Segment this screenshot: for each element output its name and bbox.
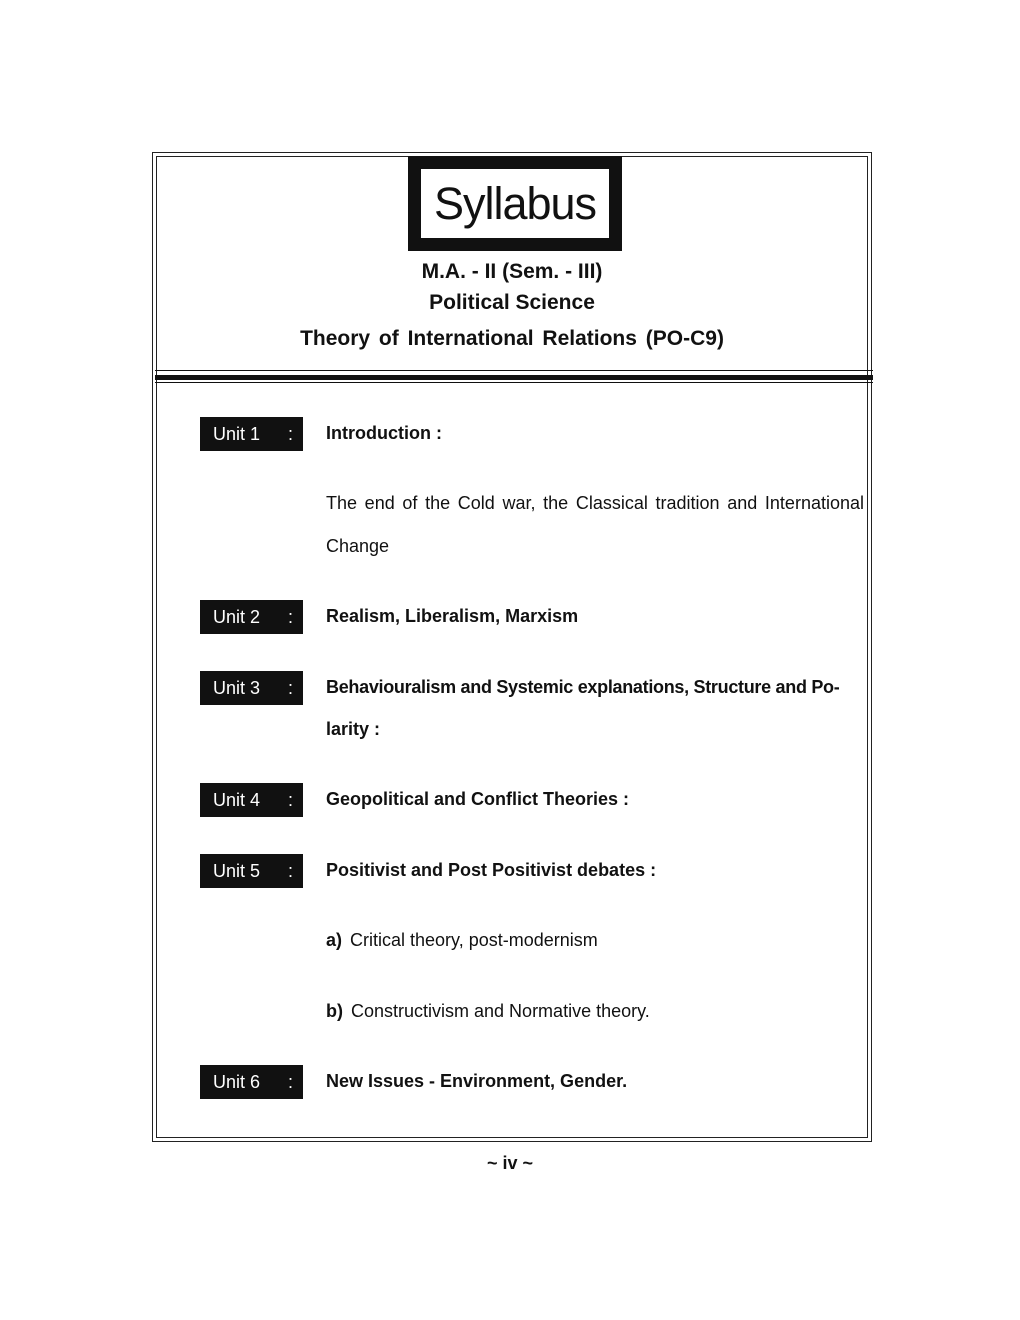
unit-1-description: The end of the Cold war, the Classical tradition and International Change — [326, 493, 864, 556]
unit-colon: : — [288, 860, 294, 881]
unit-badge-1 — [200, 417, 303, 451]
unit-colon: : — [288, 423, 294, 444]
unit-badge-5 — [200, 854, 303, 888]
unit-label: Unit 4 — [213, 789, 261, 810]
syllabus-title-box — [408, 156, 622, 251]
page-number: ~ iv ~ — [486, 1153, 534, 1173]
unit-3-heading: Behaviouralism and Systemic explanations, Structure and Po- — [326, 677, 840, 697]
unit-3-heading-continued: larity : — [326, 719, 381, 739]
unit-5-subitem-b — [326, 990, 864, 1033]
subitem-text: Constructivism and Normative theory. — [351, 1001, 650, 1021]
subitem-marker: b) — [326, 1001, 343, 1021]
unit-badge-3 — [200, 671, 303, 705]
unit-label: Unit 1 — [213, 423, 261, 444]
unit-badge-2 — [200, 600, 303, 634]
unit-colon: : — [288, 1071, 294, 1092]
unit-badge-4 — [200, 783, 303, 817]
unit-label: Unit 2 — [213, 606, 261, 627]
unit-label: Unit 6 — [213, 1071, 261, 1092]
divider-line — [155, 370, 873, 371]
unit-4-heading: Geopolitical and Conflict Theories : — [326, 789, 630, 809]
subitem-marker: a) — [326, 930, 343, 950]
unit-5-subitem-a — [326, 919, 864, 962]
divider-line-thick — [155, 375, 873, 380]
course-heading: M.A. - II (Sem. - III) — [421, 260, 603, 283]
unit-6-heading: New Issues - Environment, Gender. — [326, 1071, 628, 1091]
paper-heading: Theory of International Relations (PO-C9) — [300, 327, 724, 350]
unit-badge-6 — [200, 1065, 303, 1099]
unit-colon: : — [288, 677, 294, 698]
unit-label: Unit 5 — [213, 860, 261, 881]
unit-colon: : — [288, 606, 294, 627]
divider-line — [155, 382, 873, 383]
syllabus-title: Syllabus — [421, 169, 609, 238]
unit-label: Unit 3 — [213, 677, 261, 698]
subitem-text: Critical theory, post-modernism — [350, 930, 598, 950]
unit-colon: : — [288, 789, 294, 810]
unit-1-heading: Introduction : — [326, 423, 442, 443]
unit-5-heading: Positivist and Post Positivist debates : — [326, 860, 657, 880]
unit-2-heading: Realism, Liberalism, Marxism — [326, 606, 579, 626]
subject-heading: Political Science — [429, 291, 595, 314]
